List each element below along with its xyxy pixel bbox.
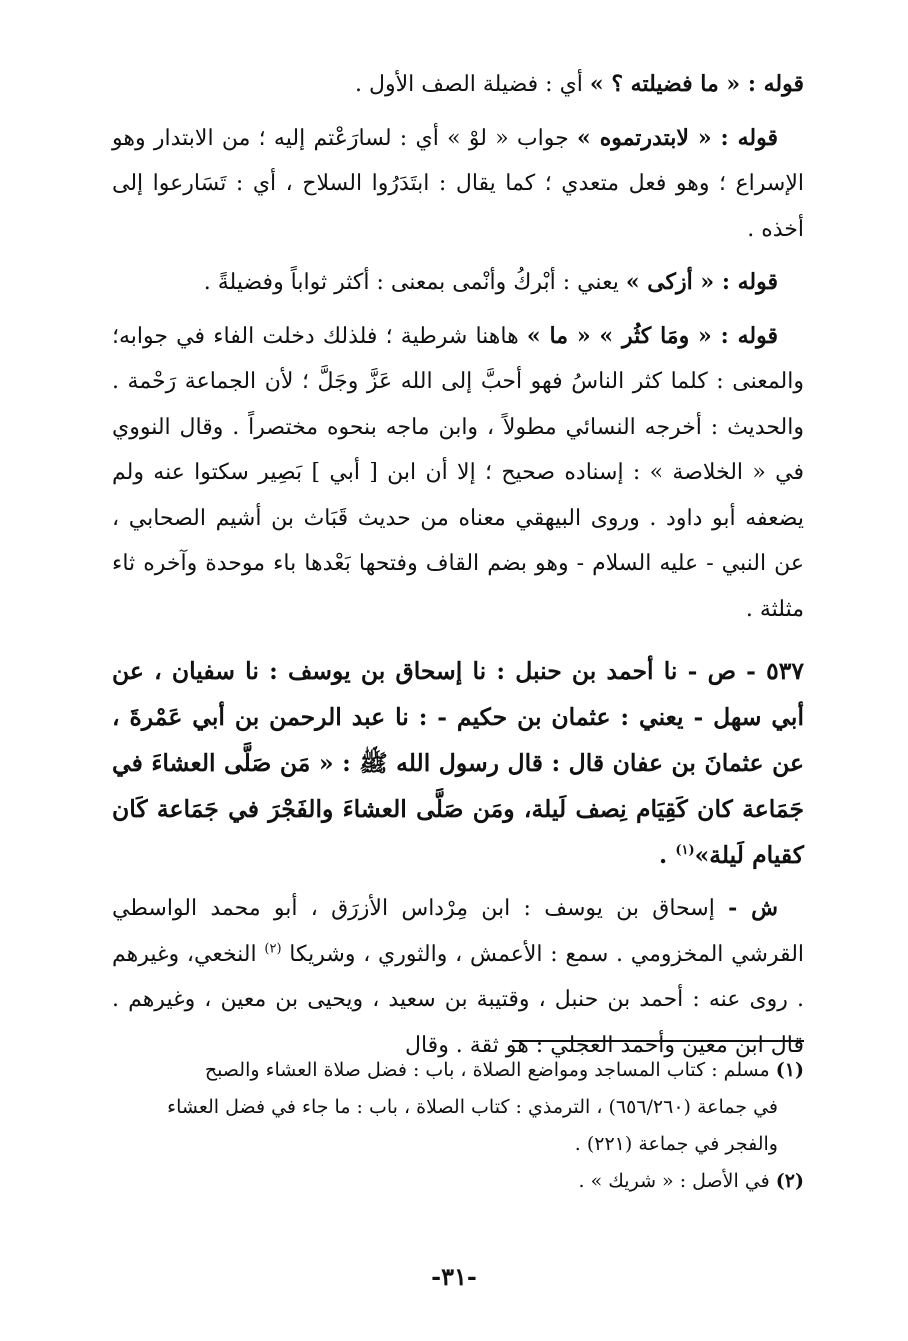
footnote-ref-1[interactable]: (١) (675, 843, 695, 859)
commentary-paragraph-1 (112, 62, 804, 108)
commentary-text: جواب « لوْ » أي : لسارَعْتم إليه ؛ من الابتدار وهو الإسراع ؛ وهو فعل متعدي ؛ كما يقال : ابتَدَرُوا السلاح ، أي : تَسَارعوا إلى أخذه . (112, 125, 804, 242)
hadith-end: . (658, 841, 676, 869)
commentary-paragraph-3 (112, 260, 804, 306)
footnote-1-continued: في جماعة (٦٥٦/٢٦٠) ، الترمذي : كتاب الصلاة ، باب : ما جاء في فضل العشاء والفجر في جماعة (٢٢١) . (167, 1096, 778, 1155)
commentary-text: يعني : أبْركُ وأنْمى بمعنى : أكثر ثواباً وفضيلةً . (203, 270, 626, 295)
sharh-lead: ش - (728, 895, 778, 921)
hadith-text: - ص - نا أحمد بن حنبل : نا إسحاق بن يوسف : نا سفيان ، عن أبي سهل - يعني : عثمان بن حكيم - : نا عبد الرحمن بن أبي عَمْرةَ ، عن عثمانَ بن عفان قال : قال رسول الله ﷺ : « مَن صَلَّى العشاءَ في جَمَاعة كان كَقِيَام نِصف لَيلة، ومَن صَلَّى العشاءَ والفَجْرَ في جَمَاعة كَان كقيام لَيلة» (112, 657, 804, 869)
hadith-paragraph (112, 648, 804, 878)
footnote-text: في الأصل : « شريك » . (578, 1170, 776, 1192)
commentary-paragraph-4 (112, 314, 804, 633)
footnote-ref-2[interactable]: (٢) (264, 941, 282, 957)
footnote-1 (112, 1052, 804, 1089)
narrator-text-a: إسحاق بن يوسف : ابن مِرْداس الأزرَق ، أبو محمد الواسطي القرشي المخزومي . سمع : الأعمش ، والثوري ، وشريكا (112, 896, 805, 967)
footnotes (112, 1052, 804, 1200)
commentary-text: أي : فضيلة الصف الأول . (354, 72, 590, 97)
page-number: -٣١- (431, 1262, 477, 1291)
hadith-number: ٥٣٧ (766, 657, 804, 685)
footnote-mark: (٢) (775, 1170, 804, 1192)
commentary-text: هاهنا شرطية ؛ فلذلك دخلت الفاء في جوابه؛ والمعنى : كلما كثر الناسُ فهو أحبَّ إلى الله عَزَّ وجَلَّ ؛ لأن الجماعة رَحْمة . والحديث : أخرجه النسائي مطولاً ، وابن ماجه بنحوه مختصراً . وقال النووي في « الخلاصة » : إسناده صحيح ؛ إلا أن ابن [ أبي ] بَصِير سكتوا عنه ولم يضعفه أبو داود . وروى البيهقي معناه من حديث قَبَاث بن أشيم الصحابي ، عن النبي - عليه السلام - وهو بضم القاف وفتحها بَعْدها باء موحدة وآخره ثاء مثلثة . (112, 323, 804, 622)
footnote-text: مسلم : كتاب المساجد ومواضع الصلاة ، باب : فضل صلاة العشاء والصبح (204, 1059, 776, 1081)
quote-lead: قوله : « ومَا كثُر » « ما » (526, 322, 778, 349)
footnote-divider (512, 1040, 804, 1042)
footnote-2 (112, 1163, 804, 1200)
footnote-mark: (١) (775, 1059, 804, 1081)
narrator-text-b: النخعي، وغيرهم . روى عنه : أحمد بن حنبل ، وقتيبة بن سعيد ، ويحيى بن معين ، وغيرهم . قال ابن معين وأحمد العجلي : هو ثقة . وقال (112, 941, 804, 1058)
quote-lead: قوله : « أزكى » (625, 269, 778, 295)
quote-lead: قوله : « لابتدرتموه » (577, 124, 778, 151)
commentary-paragraph-2 (112, 116, 804, 253)
quote-lead: قوله : « ما فضيلته ؟ » (589, 71, 804, 97)
main-text (112, 62, 804, 1076)
